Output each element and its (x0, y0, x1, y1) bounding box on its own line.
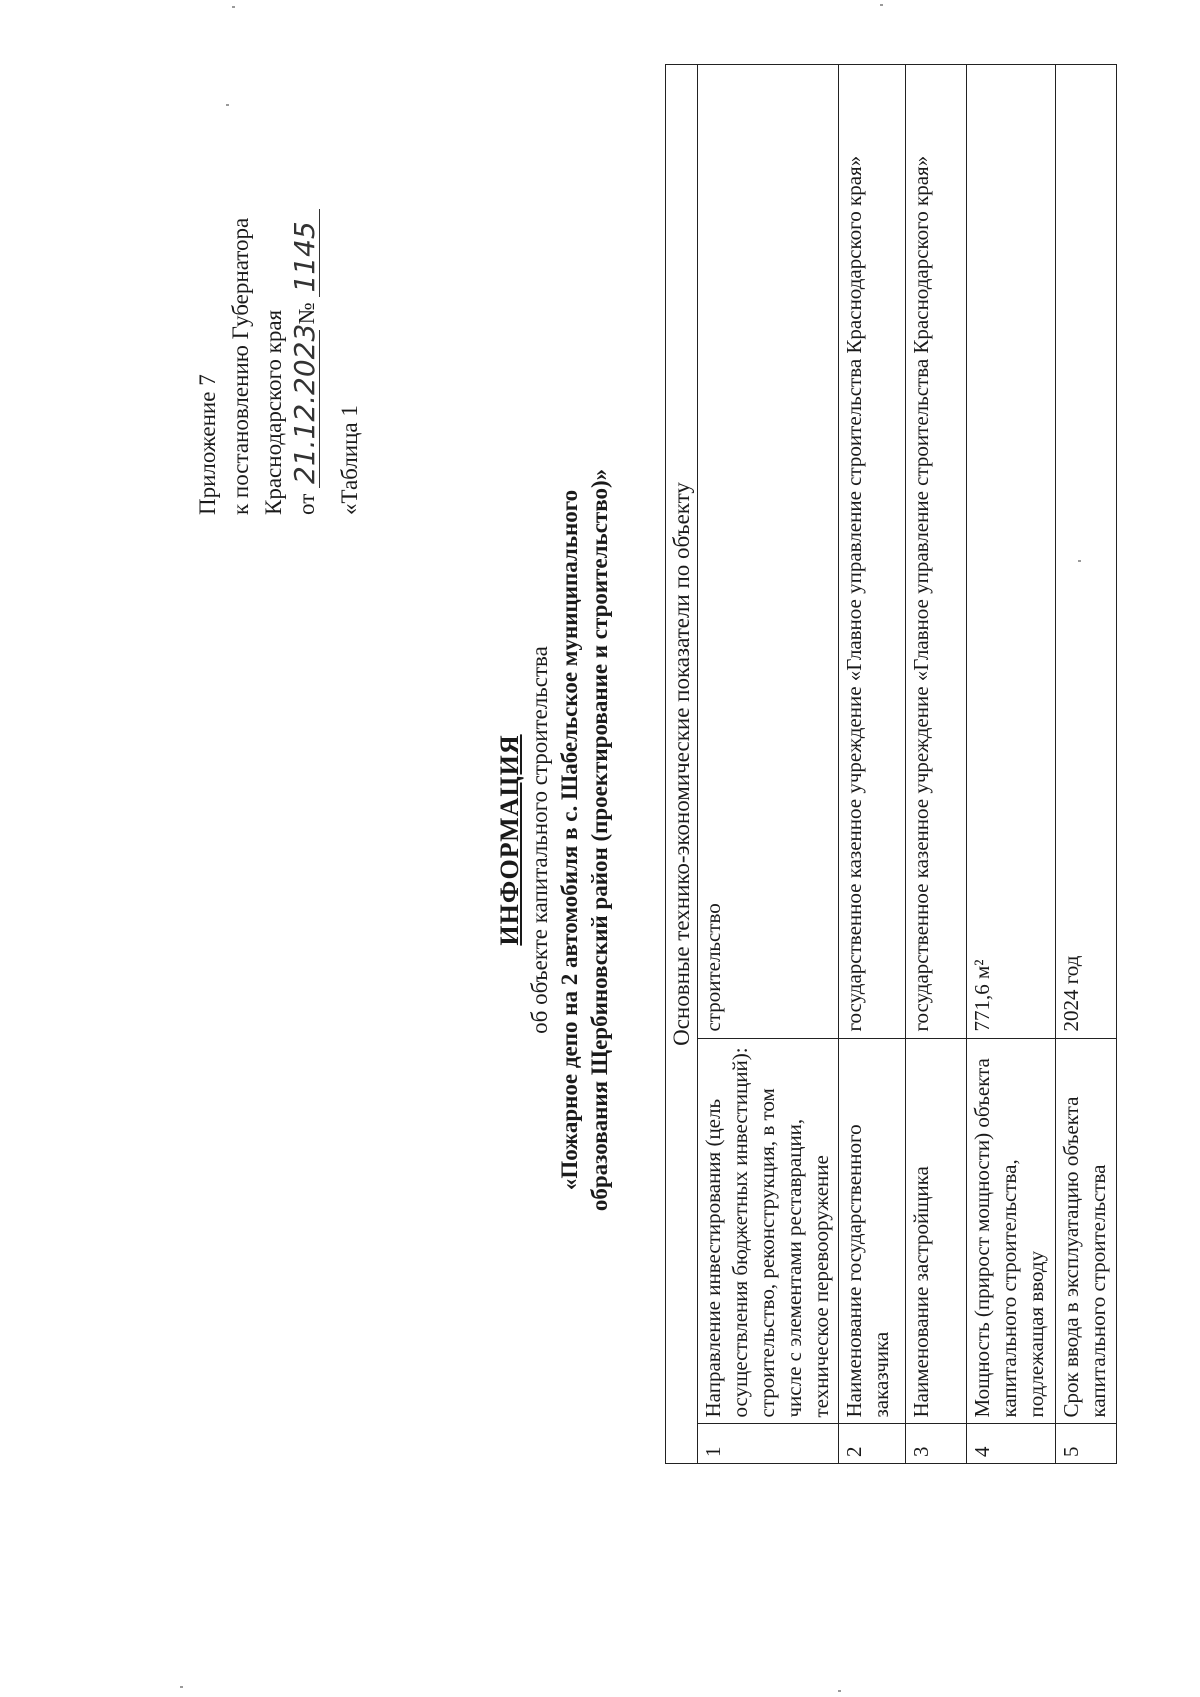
heading-subtitle: об объекте капитального строительства (527, 646, 552, 1034)
table-row (698, 65, 839, 1464)
table-header: Основные технико-экономические показатели по объекту (666, 65, 698, 1464)
document-heading (495, 20, 615, 1660)
table-row (967, 65, 1056, 1464)
heading-object-name-line2: образования Щербиновский район (проектирование и строительство)» (587, 468, 612, 1212)
row-value: 771,6 м² (967, 65, 1056, 1039)
rotated-document-page (25, 20, 1185, 1660)
scan-speck (838, 1690, 841, 1692)
table-row (1056, 65, 1117, 1464)
number-sign: № (294, 302, 319, 325)
heading-object-name-line1: «Пожарное депо на 2 автомобиля в с. Шабельское муниципального (557, 489, 582, 1191)
scan-speck (880, 4, 883, 6)
table-header-row (666, 65, 698, 1464)
handwritten-date: 21.12.2023 (291, 330, 320, 488)
appendix-title: Приложение 7 (195, 374, 220, 515)
row-number: 4 (967, 1424, 1056, 1464)
table-label: «Таблица 1 (337, 405, 362, 515)
appendix-date-number-line (290, 209, 323, 515)
row-value: 2024 год (1056, 65, 1117, 1039)
row-number: 3 (906, 1424, 967, 1464)
date-prefix: от (294, 493, 319, 515)
row-label: Срок ввода в эксплуатацию объекта капитального строительства (1056, 1038, 1117, 1424)
handwritten-number: 1145 (291, 209, 320, 297)
table-row (839, 65, 906, 1464)
row-number: 1 (698, 1424, 839, 1464)
scan-speck (226, 104, 229, 106)
row-value: государственное казенное учреждение «Главное управление строительства Краснодарского края» (906, 65, 967, 1039)
table-row (906, 65, 967, 1464)
indicators-table (665, 64, 1117, 1464)
heading-title: ИНФОРМАЦИЯ (495, 734, 524, 946)
scan-speck (1078, 560, 1081, 562)
row-label: Наименование застройщика (906, 1038, 967, 1424)
row-value: строительство (698, 65, 839, 1039)
row-value: государственное казенное учреждение «Главное управление строительства Краснодарского края» (839, 65, 906, 1039)
row-label: Наименование государственного заказчика (839, 1038, 906, 1424)
appendix-region-line: Краснодарского края (261, 309, 286, 515)
row-number: 5 (1056, 1424, 1117, 1464)
scan-speck (232, 6, 235, 8)
row-label: Направление инвестирования (цель осуществления бюджетных инвестиций): строительство, реконструкция, в том числе с элементами реставрации, техническое перевооружение (698, 1038, 839, 1424)
scan-speck (180, 1686, 183, 1688)
appendix-block (191, 209, 323, 515)
row-number: 2 (839, 1424, 906, 1464)
appendix-resolution-line: к постановлению Губернатора (228, 217, 253, 515)
row-label: Мощность (прирост мощности) объекта капитального строительства, подлежащая вводу (967, 1038, 1056, 1424)
